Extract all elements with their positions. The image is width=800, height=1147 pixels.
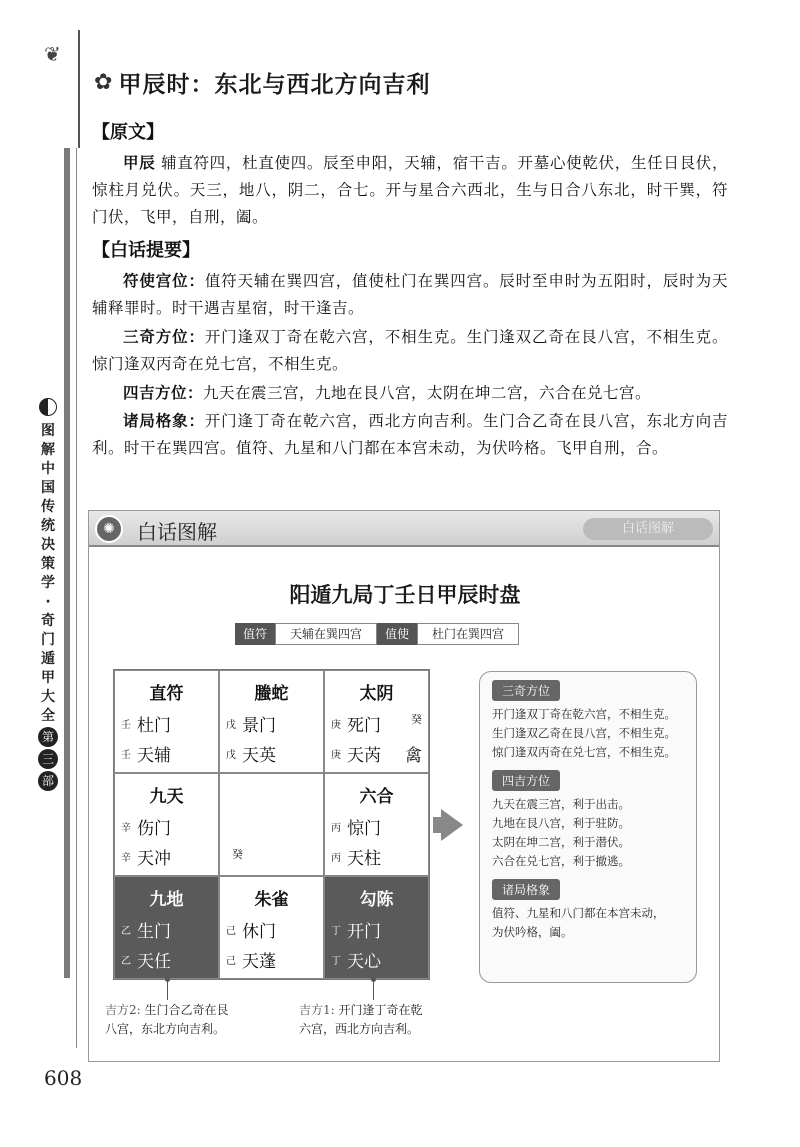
sanqi-line: 惊门逢双丙奇在兑七宫，不相生克。 [492, 745, 676, 759]
palace-deity: 朱雀 [254, 890, 289, 910]
palace-deity: 螣蛇 [254, 684, 289, 704]
baihua-item-label: 符使宫位： [123, 272, 205, 290]
palace-stem: 壬 [121, 720, 131, 731]
callout-left [105, 1001, 229, 1039]
palace-star: 天心 [347, 952, 381, 972]
siji-line: 六合在兑七宫，利于撤逃。 [492, 854, 630, 868]
palace-door-row [121, 711, 171, 736]
palace-door: 伤门 [137, 819, 171, 839]
side-title-char: 统 [41, 518, 55, 534]
palace-door: 生门 [137, 922, 171, 942]
side-title-char: 国 [41, 480, 55, 496]
palace-stem: 庚 [331, 720, 341, 731]
callout-left-lead: 吉方2: [105, 1003, 141, 1017]
baihua-heading: 【白话提要】 [92, 240, 200, 261]
panel-header [89, 511, 719, 547]
callout-right [299, 1001, 423, 1039]
palace-star: 天辅 [137, 746, 171, 766]
palace-star-row [121, 741, 171, 766]
palace-door-row [121, 917, 171, 942]
palace-stem: 辛 [121, 823, 131, 834]
baihua-item [92, 324, 728, 378]
palace-stem: 丁 [331, 956, 341, 967]
palace-stem: 戊 [226, 750, 236, 761]
siji-label: 四吉方位 [492, 770, 560, 791]
palace-door: 杜门 [137, 716, 171, 736]
palace-star-row [331, 741, 381, 766]
palace-extra-stem: 癸 [411, 713, 422, 726]
corner-ornament-icon: ❦ [44, 42, 61, 66]
palace-stem: 乙 [121, 926, 131, 937]
callout-left-line2: 八宫，东北方向吉利。 [105, 1022, 226, 1036]
palace-door-row [331, 917, 381, 942]
info-box [479, 671, 697, 983]
palace-star: 天任 [137, 952, 171, 972]
side-title-char: 图 [41, 423, 55, 439]
palace-stem: 丁 [331, 926, 341, 937]
palace-door-row [121, 814, 171, 839]
palace-door-row [331, 814, 381, 839]
palace-stem: 乙 [121, 956, 131, 967]
side-title-char: 遁 [41, 651, 55, 667]
siji-line: 九天在震三宫，利于出击。 [492, 797, 630, 811]
zhifu-value: 天辅在巽四宫 [275, 623, 377, 645]
palace-stem: 丙 [331, 823, 341, 834]
dragon-badge-icon: ✺ [95, 515, 123, 543]
palace-star-row [121, 947, 171, 972]
side-title-char: 奇 [41, 613, 55, 629]
siji-line: 九地在艮八宫，利于驻防。 [492, 816, 630, 830]
zhifu-zhishi-bar [235, 623, 519, 645]
palace-stem: 己 [226, 956, 236, 967]
side-title-char: 学 [41, 575, 55, 591]
side-title [36, 398, 60, 792]
side-title-char: 中 [41, 461, 55, 477]
palace-door: 休门 [242, 922, 276, 942]
palace-door: 开门 [347, 922, 381, 942]
palace-deity: 九地 [149, 890, 184, 910]
palace-door: 景门 [242, 716, 276, 736]
yuanwen-paragraph [92, 150, 728, 231]
callout-right-lead: 吉方1: [299, 1003, 335, 1017]
sanqi-line: 生门逢双乙奇在艮八宫，不相生克。 [492, 726, 676, 740]
callout-left-line [167, 980, 168, 1000]
left-rule-top [78, 30, 80, 148]
palace-cell [219, 773, 324, 876]
page-title [94, 66, 430, 99]
zhifu-tag: 值符 [235, 623, 275, 645]
baihua-item-label: 四吉方位： [123, 384, 204, 402]
palace-star: 天冲 [137, 849, 171, 869]
callout-left-dot [165, 977, 170, 982]
palace-star: 天蓬 [242, 952, 276, 972]
side-title-char: 大 [41, 689, 55, 705]
side-part-badge: 部 [38, 771, 58, 791]
left-rule-thin [76, 148, 77, 1048]
palace-deity: 太阴 [359, 684, 394, 704]
zhishi-value: 杜门在巽四宫 [417, 623, 519, 645]
baihua-item [92, 380, 728, 407]
cloud-ornament-icon: ✿ [94, 70, 113, 95]
side-title-char: 决 [41, 537, 55, 553]
yinyang-icon [39, 398, 57, 416]
zhuju-label: 诸局格象 [492, 879, 560, 900]
zhishi-tag: 值使 [377, 623, 417, 645]
zhuju-line: 值符、九星和八门都在本宫未动， [492, 906, 665, 920]
chart-title: 阳遁九局丁壬日甲辰时盘 [289, 583, 521, 607]
palace-deity: 九天 [149, 787, 184, 807]
palace-door: 惊门 [347, 819, 381, 839]
palace-star-row [226, 947, 276, 972]
palace-cell [114, 773, 219, 876]
callout-left-line1: 生门合乙奇在艮 [144, 1003, 229, 1017]
baihua-item [92, 408, 728, 462]
palace-door-row [226, 711, 276, 736]
callout-right-dot [371, 977, 376, 982]
palace-stem: 庚 [331, 750, 341, 761]
palace-star-row [226, 741, 276, 766]
callout-right-line2: 六宫，西北方向吉利。 [299, 1022, 420, 1036]
palace-door-row [331, 711, 381, 736]
side-title-char: 甲 [41, 670, 55, 686]
palace-cell [324, 773, 429, 876]
yuanwen-heading: 【原文】 [92, 122, 164, 143]
sanqi-line: 开门逢双丁奇在乾六宫，不相生克。 [492, 707, 676, 721]
palace-star-row [331, 947, 381, 972]
baihua-item-text: 九天在震三宫，九地在艮八宫，太阴在坤二宫，六合在兑七宫。 [203, 384, 652, 402]
palace-cell [219, 876, 324, 979]
side-part-badge: 三 [38, 749, 58, 769]
illustration-panel [88, 510, 720, 1062]
palace-door-row [226, 917, 276, 942]
yuanwen-lead: 甲辰 [123, 154, 156, 172]
palace-stem: 己 [226, 926, 236, 937]
palace-stem: 丙 [331, 853, 341, 864]
yuanwen-text: 辅直符四，杜直使四。辰至申阳，天辅，宿干吉。开墓心使乾伏，生任日艮伏，惊柱月兑伏。天三，地八，阴二，合七。开与星合六西北，生与日合八东北，时干巽，符门伏，飞甲，自刑，阖。 [92, 154, 728, 226]
siji-line: 太阴在坤二宫，利于潜伏。 [492, 835, 630, 849]
baihua-item-text: 开门逢丁奇在乾六宫，西北方向吉利。生门合乙奇在艮八宫，东北方向吉利。时干在巽四宫。值符、九星和八门都在本宫未动，为伏吟格。飞甲自刑，合。 [92, 412, 728, 457]
palace-deity: 直符 [149, 684, 184, 704]
side-title-char: 全 [41, 708, 55, 724]
palace-cell [114, 876, 219, 979]
baihua-item-label: 诸局格象： [123, 412, 205, 430]
side-part-badge: 第 [38, 727, 58, 747]
left-rule-bar [64, 148, 70, 978]
page-title-text: 甲辰时：东北与西北方向吉利 [118, 72, 431, 98]
palace-cell [324, 876, 429, 979]
baihua-item [92, 268, 728, 322]
page-number: 608 [44, 1066, 83, 1090]
side-title-char: 传 [41, 499, 55, 515]
side-title-char: 解 [41, 442, 55, 458]
palace-star: 天英 [242, 746, 276, 766]
callout-right-line [373, 980, 374, 1000]
palace-star: 天柱 [347, 849, 381, 869]
palace-extra-star: 禽 [405, 746, 422, 766]
zhuju-line: 为伏吟格，阖。 [492, 925, 573, 939]
palace-star-row [331, 844, 381, 869]
palace-cell [324, 670, 429, 773]
baihua-item-text: 开门逢双丁奇在乾六宫，不相生克。生门逢双乙奇在艮八宫，不相生克。惊门逢双丙奇在兑七宫，不相生克。 [92, 328, 728, 373]
palace-deity: 六合 [359, 787, 394, 807]
panel-header-title: 白话图解 [137, 520, 217, 544]
sanqi-label: 三奇方位 [492, 680, 560, 701]
side-title-char: · [45, 594, 51, 610]
palace-door: 死门 [347, 716, 381, 736]
palace-stem: 壬 [121, 750, 131, 761]
palace-star: 天芮 [347, 746, 381, 766]
baihua-item-text: 值符天辅在巽四宫，值使杜门在巽四宫。辰时至申时为五阳时，辰时为天辅释罪时。时干遇吉星宿，时干逢吉。 [92, 272, 728, 317]
palace-center-stem: 癸 [232, 848, 243, 861]
side-title-char: 策 [41, 556, 55, 572]
palace-stem: 戊 [226, 720, 236, 731]
baihua-item-label: 三奇方位： [123, 328, 205, 346]
arrow-right-icon [441, 809, 463, 841]
palace-deity: 勾陈 [359, 890, 394, 910]
palace-stem: 辛 [121, 853, 131, 864]
side-title-char: 门 [41, 632, 55, 648]
palace-star-row [121, 844, 171, 869]
palace-cell [219, 670, 324, 773]
nine-palace-grid [113, 669, 430, 980]
palace-cell [114, 670, 219, 773]
panel-header-ghost: 白话图解 [583, 518, 713, 540]
callout-right-line1: 开门逢丁奇在乾 [338, 1003, 423, 1017]
